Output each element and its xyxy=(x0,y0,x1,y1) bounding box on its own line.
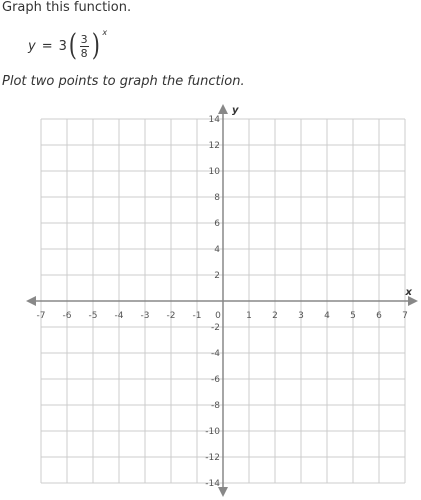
equation-equals: = xyxy=(41,38,53,54)
y-tick-label: 12 xyxy=(208,141,220,151)
y-tick-label: 8 xyxy=(214,193,220,203)
y-tick-label: 14 xyxy=(208,115,220,125)
x-tick-label: -2 xyxy=(166,311,176,321)
y-axis-label: y xyxy=(232,105,239,116)
y-tick-label: -6 xyxy=(211,375,220,385)
y-tick-label: 10 xyxy=(208,167,220,177)
x-tick-label: 6 xyxy=(376,311,382,321)
x-tick-label: -5 xyxy=(88,311,98,321)
x-tick-label: -7 xyxy=(36,311,46,321)
x-tick-label: 2 xyxy=(272,311,278,321)
left-paren: ( xyxy=(68,28,77,63)
y-tick-label: 6 xyxy=(214,219,220,229)
function-equation xyxy=(28,28,107,64)
y-tick-label: 4 xyxy=(214,245,220,255)
x-tick-label: -1 xyxy=(192,311,202,321)
fraction-numerator: 3 xyxy=(80,32,88,46)
x-axis-left-arrow-icon xyxy=(26,296,36,306)
fraction-denominator: 8 xyxy=(80,46,88,60)
y-tick-label: -2 xyxy=(211,323,220,333)
y-axis-up-arrow-icon xyxy=(218,104,228,114)
coordinate-graph[interactable] xyxy=(0,98,421,500)
x-tick-label: -6 xyxy=(62,311,72,321)
y-tick-label: -4 xyxy=(211,349,220,359)
x-tick-label: 7 xyxy=(402,311,408,321)
y-tick-label: -8 xyxy=(211,401,220,411)
x-axis-label: x xyxy=(405,287,412,298)
x-tick-label: -3 xyxy=(140,311,150,321)
x-tick-label: 3 xyxy=(298,311,304,321)
question-prompt: Graph this function. xyxy=(2,0,132,15)
equation-coefficient: 3 xyxy=(58,38,67,54)
y-tick-label: -12 xyxy=(205,453,220,463)
x-tick-label: 4 xyxy=(324,311,330,321)
equation-fraction xyxy=(80,33,89,60)
y-tick-label: -10 xyxy=(205,427,220,437)
equation-lhs: y xyxy=(28,38,36,54)
right-paren: ) xyxy=(91,28,100,63)
x-tick-label: 5 xyxy=(350,311,356,321)
x-tick-label: 0 xyxy=(215,311,221,321)
x-tick-label: -4 xyxy=(114,311,124,321)
y-tick-label: -14 xyxy=(205,479,220,489)
equation-exponent: x xyxy=(102,28,108,37)
instruction-text: Plot two points to graph the function. xyxy=(2,74,245,89)
x-tick-label: 1 xyxy=(246,311,252,321)
y-tick-label: 2 xyxy=(214,271,220,281)
